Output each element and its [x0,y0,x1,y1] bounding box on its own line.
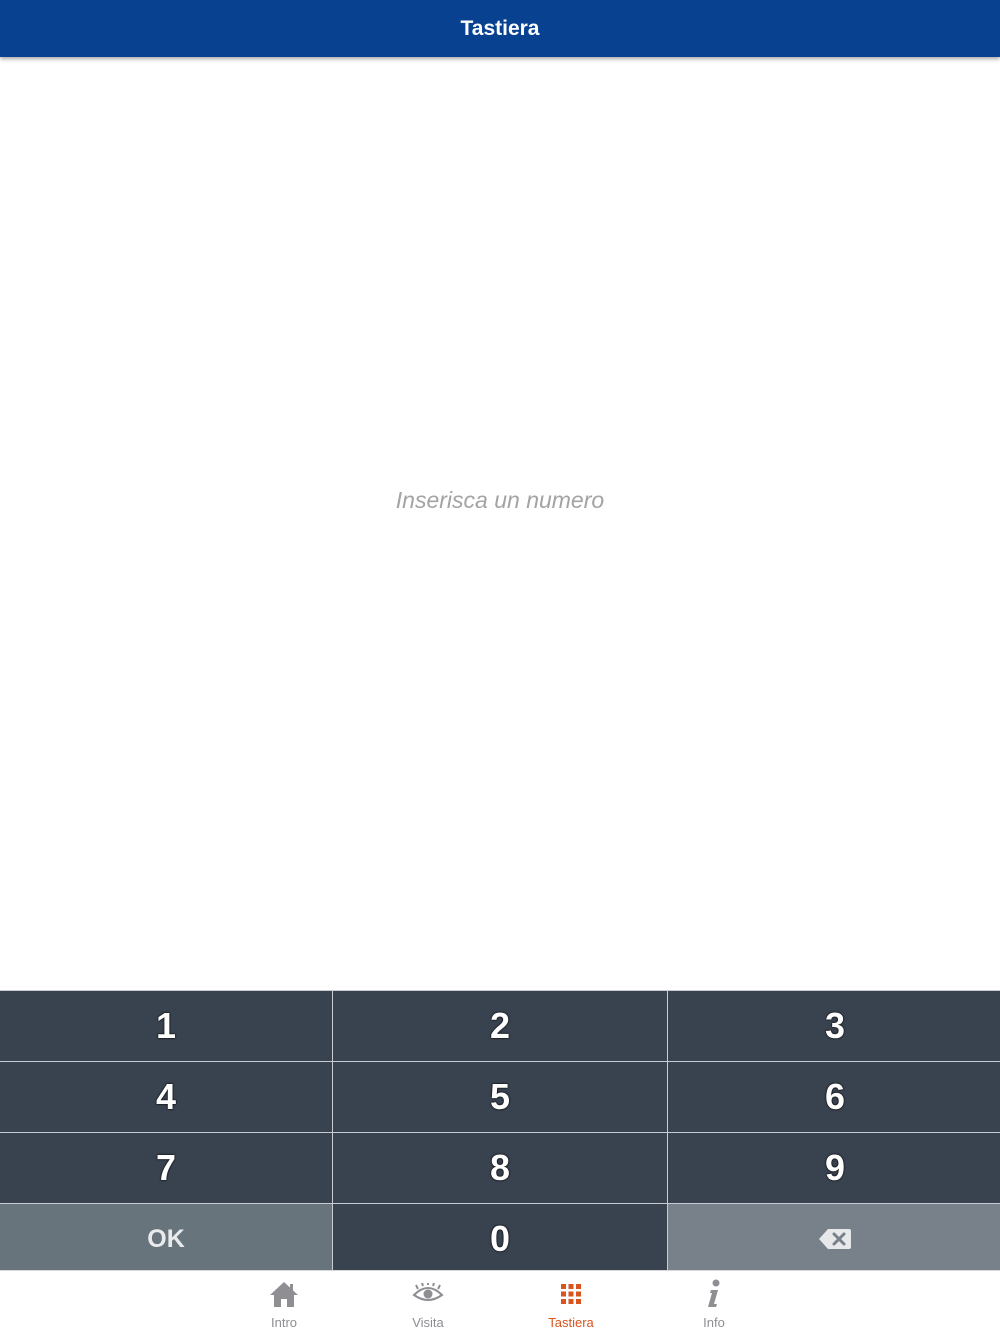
tab-intro[interactable] [224,1271,344,1335]
delete-button[interactable] [668,1204,1000,1274]
key-6[interactable]: 6 [668,1062,1000,1132]
key-5[interactable]: 5 [333,1062,667,1132]
key-4[interactable]: 4 [0,1062,332,1132]
navigation-bar [0,0,1000,57]
tab-visita[interactable] [368,1271,488,1335]
tab-info[interactable] [654,1271,774,1335]
eye-icon [412,1277,444,1311]
ok-button[interactable]: OK [0,1204,332,1274]
key-9[interactable]: 9 [668,1133,1000,1203]
key-1[interactable]: 1 [0,991,332,1061]
key-0[interactable]: 0 [333,1204,667,1274]
key-2[interactable]: 2 [333,991,667,1061]
backspace-icon [818,1228,852,1250]
numeric-keypad [0,990,1000,1271]
page-title: Tastiera [460,16,540,40]
key-8[interactable]: 8 [333,1133,667,1203]
key-3[interactable]: 3 [668,991,1000,1061]
number-placeholder: Inserisca un numero [395,487,605,513]
number-display-area [0,57,1000,990]
home-icon [268,1277,300,1311]
key-7[interactable]: 7 [0,1133,332,1203]
tab-label: Intro [270,1315,297,1330]
keypad-grid-icon [560,1277,582,1311]
tab-bar [0,1270,1000,1335]
info-icon [706,1277,722,1311]
tab-label: Tastiera [548,1315,594,1330]
tab-label: Visita [412,1315,444,1330]
tab-tastiera[interactable] [511,1271,631,1335]
tab-label: Info [703,1315,725,1330]
